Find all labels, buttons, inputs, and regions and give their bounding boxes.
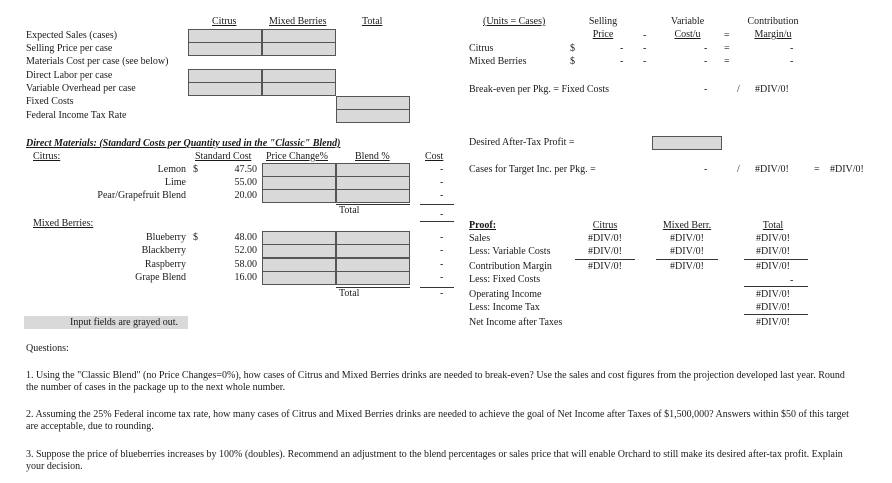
cm-row-equals: = [724,43,730,54]
proof-tax-underline [744,314,808,315]
input-expected-sales-citrus[interactable] [188,29,262,43]
citrus-item-currency: $ [193,164,198,175]
input-price-change-lemon[interactable] [262,163,336,177]
breakeven-result: #DIV/0! [755,84,789,95]
cm-row-equals: = [724,56,730,67]
label-selling-price: Selling Price per case [26,43,113,54]
label-materials-cost: Materials Cost per case (see below) [26,56,169,67]
target-equals: = [814,164,820,175]
input-overhead-mixed[interactable] [262,82,336,96]
proof-row-label: Contribution Margin [469,261,552,272]
mixed-item-name: Blackberry [141,245,186,256]
proof-row-label: Operating Income [469,289,542,300]
mixed-section-label: Mixed Berries: [33,218,94,229]
citrus-item-name: Lime [164,177,186,188]
citrus-total-underline [420,221,454,222]
citrus-total-label: Total [339,205,360,216]
citrus-item-cost: 20.00 [234,190,257,201]
proof-row-total: #DIV/0! [756,302,790,313]
header-selling-price-1: Selling [588,16,618,27]
proof-row-label: Less: Fixed Costs [469,274,541,285]
label-expected-sales: Expected Sales (cases) [26,30,118,41]
input-price-change-blueberry[interactable] [262,231,336,245]
desired-profit-label: Desired After-Tax Profit = [469,137,575,148]
col-blend: Blend % [355,151,390,162]
proof-row-mixed: #DIV/0! [670,261,704,272]
cm-row-var-cost: - [704,56,708,67]
proof-total-underline [744,259,808,260]
input-price-change-blackberry[interactable] [262,244,336,258]
cm-row-price: - [620,56,624,67]
proof-row-total: #DIV/0! [756,246,790,257]
cm-row-minus: - [643,43,647,54]
mixed-total-value: - [440,288,444,299]
col-price-change: Price Change% [266,151,328,162]
mixed-item-cost: 52.00 [234,245,257,256]
citrus-item-cost: 55.00 [234,177,257,188]
label-direct-labor: Direct Labor per case [26,70,113,81]
mixed-item-name: Raspberry [144,259,186,270]
mixed-item-total-cost: - [440,245,444,256]
cm-row-label: Mixed Berries [469,56,527,67]
input-price-change-raspberry[interactable] [262,258,336,272]
proof-col-total: Total [762,220,784,231]
mixed-total-label: Total [339,288,360,299]
input-expected-sales-mixed[interactable] [262,29,336,43]
citrus-total-value: - [440,209,444,220]
proof-mixed-underline [656,259,718,260]
citrus-item-total-cost: - [440,164,444,175]
input-selling-price-citrus[interactable] [188,42,262,56]
breakeven-divide: / [737,84,740,95]
header-selling-price-2: Price [592,29,614,40]
input-blend-blueberry[interactable] [336,231,410,245]
proof-row-total: #DIV/0! [756,261,790,272]
header-variable-cost-2: Cost/u [674,29,701,40]
target-result-2: #DIV/0! [830,164,864,175]
input-blend-lemon[interactable] [336,163,410,177]
cm-row-margin: - [790,43,794,54]
input-blend-lime[interactable] [336,176,410,190]
proof-row-label: Less: Income Tax [469,302,540,313]
label-tax-rate: Federal Income Tax Rate [26,110,127,121]
mixed-item-cost: 48.00 [234,232,257,243]
cm-row-minus: - [643,56,647,67]
target-cases-label: Cases for Target Inc. per Pkg. = [469,164,596,175]
proof-row-citrus: #DIV/0! [588,233,622,244]
col-standard-cost: Standard Cost [195,151,252,162]
label-variable-overhead: Variable Overhead per case [26,83,136,94]
direct-materials-title: Direct Materials: (Standard Costs per Quantity used in the "Classic" Blend) [26,138,341,149]
input-price-change-pear[interactable] [262,189,336,203]
header-minus: - [643,30,647,41]
target-divide: / [737,164,740,175]
mixed-item-cost: 16.00 [234,272,257,283]
proof-row-mixed: #DIV/0! [670,233,704,244]
proof-row-citrus: #DIV/0! [588,246,622,257]
mixed-item-name: Grape Blend [135,272,186,283]
proof-row-citrus: #DIV/0! [588,261,622,272]
citrus-cost-underline [420,204,454,205]
question-2: 2. Assuming the 25% Federal income tax rate, how many cases of Citrus and Mixed Berries drinks are needed to achieve the goal of Net Income after Taxes of $1,500,000? Answers within $50 of this target are acceptable, due to rounding. [26,409,849,432]
cm-row-price: - [620,43,624,54]
header-citrus: Citrus [212,16,237,27]
mixed-item-name: Blueberry [146,232,186,243]
header-contribution-margin-2: Margin/u [754,29,792,40]
header-total: Total [362,16,383,27]
citrus-item-name: Lemon [157,164,186,175]
proof-row-label: Sales [469,233,491,244]
proof-row-total: #DIV/0! [756,317,790,328]
input-tax-rate-total[interactable] [336,109,410,123]
cm-row-var-cost: - [704,43,708,54]
proof-row-label: Less: Variable Costs [469,246,551,257]
question-1: 1. Using the "Classic Blend" (no Price Changes=0%), how cases of Citrus and Mixed Berries drinks are needed to break-even? Use the sales and cost figures from the projection developed last year. Round the number of cases in the package up to the next whole number. [26,370,845,393]
proof-col-mixed: Mixed Berr. [662,220,712,231]
target-value: - [704,164,708,175]
questions-label: Questions: [26,343,69,354]
input-price-change-grape[interactable] [262,271,336,285]
header-contribution-margin-1: Contribution [747,16,799,27]
mixed-item-total-cost: - [440,259,444,270]
citrus-item-total-cost: - [440,190,444,201]
input-blend-pear[interactable] [336,189,410,203]
input-price-change-lime[interactable] [262,176,336,190]
breakeven-label: Break-even per Pkg. = Fixed Costs [469,84,610,95]
mixed-item-total-cost: - [440,272,444,283]
proof-title: Proof: [469,220,497,231]
proof-row-total: #DIV/0! [756,289,790,300]
proof-col-citrus: Citrus [592,220,618,231]
proof-row-mixed: #DIV/0! [670,246,704,257]
cm-row-currency: $ [570,43,575,54]
cm-row-label: Citrus [469,43,494,54]
mixed-item-currency: $ [193,232,198,243]
input-selling-price-mixed[interactable] [262,42,336,56]
proof-citrus-underline [575,259,635,260]
question-3: 3. Suppose the price of blueberries increases by 100% (doubles). Recommend an adjustment to the blend percentages or sales price that will enable Orchard to still make its desired after-tax profit. Explain your decision. [26,449,843,472]
col-cost: Cost [425,151,444,162]
mixed-cost-underline [420,287,454,288]
header-units-cases: (Units = Cases) [483,16,546,27]
input-blend-blackberry[interactable] [336,244,410,258]
header-mixed-berries: Mixed Berries [269,16,327,27]
input-note: Input fields are grayed out. [70,317,179,328]
proof-row-total: - [790,275,794,286]
header-variable-cost-1: Variable [670,16,705,27]
mixed-item-cost: 58.00 [234,259,257,270]
input-blend-grape[interactable] [336,271,410,285]
input-overhead-citrus[interactable] [188,82,262,96]
input-direct-labor-mixed[interactable] [262,69,336,83]
proof-row-label: Net Income after Taxes [469,317,563,328]
input-fixed-costs-total[interactable] [336,96,410,110]
breakeven-value: - [704,84,708,95]
citrus-item-name: Pear/Grapefruit Blend [97,190,186,201]
citrus-item-cost: 47.50 [234,164,257,175]
label-fixed-costs: Fixed Costs [26,96,74,107]
cm-row-margin: - [790,56,794,67]
citrus-section-label: Citrus: [33,151,61,162]
proof-row-total: #DIV/0! [756,233,790,244]
cm-row-currency: $ [570,56,575,67]
input-desired-profit[interactable] [652,136,722,150]
target-result: #DIV/0! [755,164,789,175]
proof-fixed-underline [744,286,808,287]
mixed-item-total-cost: - [440,232,444,243]
header-equals: = [724,30,730,41]
input-direct-labor-citrus[interactable] [188,69,262,83]
citrus-item-total-cost: - [440,177,444,188]
input-blend-raspberry[interactable] [336,258,410,272]
